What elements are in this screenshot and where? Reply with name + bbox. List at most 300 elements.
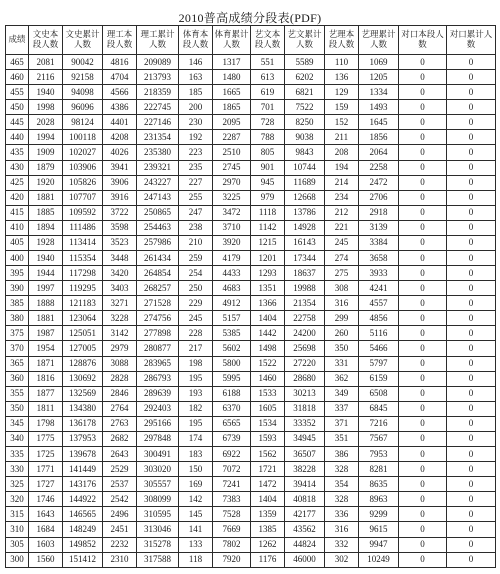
table-cell: 6508 — [359, 386, 399, 401]
table-cell: 3710 — [213, 220, 251, 235]
table-cell: 0 — [447, 311, 496, 326]
table-cell: 1727 — [29, 477, 63, 492]
table-cell: 274 — [325, 251, 359, 266]
score-cell: 355 — [6, 386, 29, 401]
score-cell: 325 — [6, 477, 29, 492]
table-cell: 148249 — [63, 522, 103, 537]
table-cell: 0 — [447, 431, 496, 446]
table-row — [6, 522, 496, 537]
table-cell: 5797 — [359, 356, 399, 371]
table-cell: 260 — [325, 326, 359, 341]
score-cell: 350 — [6, 401, 29, 416]
table-cell: 2472 — [359, 175, 399, 190]
table-cell: 0 — [447, 100, 496, 115]
table-cell: 3448 — [103, 251, 137, 266]
table-cell: 3920 — [213, 235, 251, 250]
table-cell: 2979 — [103, 341, 137, 356]
table-cell: 0 — [399, 477, 447, 492]
table-cell: 1593 — [251, 431, 285, 446]
table-cell: 1665 — [213, 85, 251, 100]
table-row — [6, 100, 496, 115]
table-cell: 9299 — [359, 507, 399, 522]
table-cell: 121183 — [63, 296, 103, 311]
table-cell: 105826 — [63, 175, 103, 190]
table-cell: 1994 — [29, 130, 63, 145]
table-cell: 250865 — [137, 205, 179, 220]
table-cell: 0 — [399, 281, 447, 296]
table-cell: 2828 — [103, 371, 137, 386]
table-cell: 6845 — [359, 401, 399, 416]
table-cell: 33352 — [285, 416, 325, 431]
table-cell: 4208 — [103, 130, 137, 145]
table-cell: 945 — [251, 175, 285, 190]
table-cell: 300491 — [137, 447, 179, 462]
table-cell: 208 — [325, 145, 359, 160]
table-cell: 136 — [325, 70, 359, 85]
table-cell: 38228 — [285, 462, 325, 477]
table-cell: 245 — [179, 311, 213, 326]
table-cell: 30213 — [285, 386, 325, 401]
table-cell: 1940 — [29, 85, 63, 100]
table-cell: 150 — [179, 462, 213, 477]
table-cell: 213793 — [137, 70, 179, 85]
table-cell: 4704 — [103, 70, 137, 85]
table-cell: 2116 — [29, 70, 63, 85]
table-row — [6, 251, 496, 266]
table-cell: 127005 — [63, 341, 103, 356]
table-cell: 118 — [179, 552, 213, 567]
table-cell: 5466 — [359, 341, 399, 356]
table-cell: 292403 — [137, 401, 179, 416]
table-cell: 3228 — [103, 311, 137, 326]
score-cell: 395 — [6, 266, 29, 281]
table-cell: 0 — [447, 70, 496, 85]
table-cell: 10249 — [359, 552, 399, 567]
table-cell: 354 — [325, 477, 359, 492]
table-cell: 1385 — [251, 522, 285, 537]
table-cell: 0 — [447, 492, 496, 507]
table-cell: 6188 — [213, 386, 251, 401]
table-cell: 7528 — [213, 507, 251, 522]
table-cell: 788 — [251, 130, 285, 145]
table-cell: 0 — [447, 356, 496, 371]
table-cell: 0 — [399, 130, 447, 145]
column-header: 对口累计人数 — [447, 26, 496, 55]
table-cell: 137953 — [63, 431, 103, 446]
score-cell: 300 — [6, 552, 29, 567]
score-cell: 330 — [6, 462, 29, 477]
table-cell: 1987 — [29, 326, 63, 341]
table-cell: 27220 — [285, 356, 325, 371]
table-cell: 102027 — [63, 145, 103, 160]
table-cell: 111486 — [63, 220, 103, 235]
table-cell: 145 — [179, 507, 213, 522]
table-cell: 3088 — [103, 356, 137, 371]
table-cell: 134380 — [63, 401, 103, 416]
table-cell: 5995 — [213, 371, 251, 386]
table-cell: 3722 — [103, 205, 137, 220]
table-cell: 0 — [447, 477, 496, 492]
table-cell: 100118 — [63, 130, 103, 145]
table-cell: 1262 — [251, 537, 285, 552]
table-cell: 2310 — [103, 552, 137, 567]
table-cell: 2081 — [29, 55, 63, 70]
table-cell: 2745 — [213, 160, 251, 175]
table-cell: 6565 — [213, 416, 251, 431]
table-cell: 146 — [179, 55, 213, 70]
header-row — [6, 26, 496, 55]
table-cell: 0 — [399, 160, 447, 175]
score-cell: 370 — [6, 341, 29, 356]
table-row — [6, 431, 496, 446]
table-cell: 728 — [251, 115, 285, 130]
table-cell: 901 — [251, 160, 285, 175]
table-cell: 7241 — [213, 477, 251, 492]
table-cell: 0 — [399, 55, 447, 70]
table-cell: 1881 — [29, 190, 63, 205]
table-cell: 1888 — [29, 296, 63, 311]
table-cell: 129 — [325, 85, 359, 100]
table-cell: 0 — [447, 55, 496, 70]
table-cell: 3403 — [103, 281, 137, 296]
score-cell: 340 — [6, 431, 29, 446]
table-cell: 0 — [447, 326, 496, 341]
table-cell: 979 — [251, 190, 285, 205]
table-cell: 551 — [251, 55, 285, 70]
table-cell: 1522 — [251, 356, 285, 371]
table-cell: 1771 — [29, 462, 63, 477]
table-row — [6, 537, 496, 552]
score-cell: 390 — [6, 281, 29, 296]
table-cell: 0 — [399, 326, 447, 341]
table-cell: 5602 — [213, 341, 251, 356]
table-cell: 351 — [325, 431, 359, 446]
table-cell: 5385 — [213, 326, 251, 341]
score-cell: 380 — [6, 311, 29, 326]
score-cell: 465 — [6, 55, 29, 70]
table-cell: 2287 — [213, 130, 251, 145]
table-cell: 9947 — [359, 537, 399, 552]
table-cell: 169 — [179, 477, 213, 492]
table-cell: 228 — [179, 326, 213, 341]
table-cell: 0 — [399, 266, 447, 281]
table-cell: 7802 — [213, 537, 251, 552]
table-cell: 805 — [251, 145, 285, 160]
table-cell: 0 — [399, 235, 447, 250]
table-cell: 0 — [447, 130, 496, 145]
table-cell: 4386 — [103, 100, 137, 115]
table-cell: 0 — [399, 462, 447, 477]
table-cell: 142 — [179, 492, 213, 507]
table-cell: 7072 — [213, 462, 251, 477]
table-cell: 0 — [447, 537, 496, 552]
table-cell: 128876 — [63, 356, 103, 371]
table-cell: 210 — [179, 235, 213, 250]
score-cell: 405 — [6, 235, 29, 250]
score-table — [5, 25, 496, 568]
page-title: 2010普高成绩分段表(PDF) — [178, 11, 322, 25]
table-cell: 1920 — [29, 175, 63, 190]
table-cell: 2258 — [359, 160, 399, 175]
table-cell: 227 — [179, 175, 213, 190]
table-cell: 7567 — [359, 431, 399, 446]
table-cell: 0 — [447, 447, 496, 462]
table-cell: 6821 — [285, 85, 325, 100]
table-cell: 19988 — [285, 281, 325, 296]
table-cell: 90042 — [63, 55, 103, 70]
table-cell: 4912 — [213, 296, 251, 311]
table-cell: 238 — [179, 220, 213, 235]
score-cell: 445 — [6, 115, 29, 130]
column-header: 理工本段人数 — [103, 26, 137, 55]
table-cell: 92158 — [63, 70, 103, 85]
table-cell: 2846 — [103, 386, 137, 401]
table-cell: 2232 — [103, 537, 137, 552]
table-row — [6, 371, 496, 386]
table-cell: 146565 — [63, 507, 103, 522]
table-cell: 198 — [179, 356, 213, 371]
table-cell: 2529 — [103, 462, 137, 477]
table-cell: 117298 — [63, 266, 103, 281]
table-cell: 349 — [325, 386, 359, 401]
table-cell: 125051 — [63, 326, 103, 341]
table-cell: 1534 — [251, 416, 285, 431]
table-cell: 1643 — [29, 507, 63, 522]
table-cell: 1816 — [29, 371, 63, 386]
table-cell: 0 — [447, 220, 496, 235]
table-cell: 4816 — [103, 55, 137, 70]
column-header: 体育累计人数 — [213, 26, 251, 55]
table-cell: 123064 — [63, 311, 103, 326]
table-cell: 1201 — [251, 251, 285, 266]
table-cell: 283965 — [137, 356, 179, 371]
table-cell: 7522 — [285, 100, 325, 115]
table-cell: 182 — [179, 401, 213, 416]
table-cell: 297848 — [137, 431, 179, 446]
table-cell: 4241 — [359, 281, 399, 296]
table-cell: 163 — [179, 70, 213, 85]
table-cell: 1480 — [213, 70, 251, 85]
table-cell: 308 — [325, 281, 359, 296]
table-cell: 1498 — [251, 341, 285, 356]
table-cell: 0 — [399, 492, 447, 507]
table-cell: 1215 — [251, 235, 285, 250]
score-cell: 315 — [6, 507, 29, 522]
table-cell: 9038 — [285, 130, 325, 145]
table-row — [6, 281, 496, 296]
table-cell: 6739 — [213, 431, 251, 446]
table-cell: 109592 — [63, 205, 103, 220]
table-cell: 350 — [325, 341, 359, 356]
table-cell: 1856 — [359, 130, 399, 145]
table-cell: 0 — [447, 205, 496, 220]
table-cell: 1645 — [359, 115, 399, 130]
table-cell: 274756 — [137, 311, 179, 326]
table-cell: 1293 — [251, 266, 285, 281]
table-cell: 36507 — [285, 447, 325, 462]
table-row — [6, 190, 496, 205]
table-cell: 96096 — [63, 100, 103, 115]
table-cell: 151412 — [63, 552, 103, 567]
table-cell: 0 — [447, 522, 496, 537]
column-header: 艺理累计人数 — [359, 26, 399, 55]
table-cell: 130692 — [63, 371, 103, 386]
table-cell: 3523 — [103, 235, 137, 250]
table-cell: 3142 — [103, 326, 137, 341]
table-row — [6, 356, 496, 371]
table-cell: 4566 — [103, 85, 137, 100]
table-cell: 336 — [325, 507, 359, 522]
table-cell: 139678 — [63, 447, 103, 462]
table-cell: 1928 — [29, 235, 63, 250]
table-cell: 0 — [447, 251, 496, 266]
table-cell: 0 — [399, 251, 447, 266]
table-cell: 4179 — [213, 251, 251, 266]
table-cell: 1442 — [251, 326, 285, 341]
table-cell: 1997 — [29, 281, 63, 296]
table-cell: 22758 — [285, 311, 325, 326]
table-cell: 0 — [447, 190, 496, 205]
table-cell: 136178 — [63, 416, 103, 431]
table-cell: 316 — [325, 522, 359, 537]
score-cell: 410 — [6, 220, 29, 235]
table-cell: 6159 — [359, 371, 399, 386]
table-cell: 239321 — [137, 160, 179, 175]
table-cell: 619 — [251, 85, 285, 100]
table-cell: 223 — [179, 145, 213, 160]
table-cell: 144922 — [63, 492, 103, 507]
table-cell: 1404 — [251, 492, 285, 507]
table-cell: 212 — [325, 205, 359, 220]
table-cell: 2918 — [359, 205, 399, 220]
table-cell: 195 — [179, 416, 213, 431]
score-cell: 310 — [6, 522, 29, 537]
table-cell: 235380 — [137, 145, 179, 160]
table-cell: 185 — [179, 85, 213, 100]
table-cell: 234 — [325, 190, 359, 205]
table-cell: 0 — [399, 311, 447, 326]
table-cell: 31818 — [285, 401, 325, 416]
table-cell: 133 — [179, 537, 213, 552]
table-cell: 1746 — [29, 492, 63, 507]
table-cell: 94098 — [63, 85, 103, 100]
table-row — [6, 235, 496, 250]
table-cell: 5157 — [213, 311, 251, 326]
table-cell: 247143 — [137, 190, 179, 205]
column-header: 文史本段人数 — [29, 26, 63, 55]
table-cell: 1317 — [213, 55, 251, 70]
table-cell: 24200 — [285, 326, 325, 341]
table-cell: 289639 — [137, 386, 179, 401]
table-cell: 701 — [251, 100, 285, 115]
table-cell: 235 — [179, 160, 213, 175]
table-cell: 0 — [399, 431, 447, 446]
table-cell: 328 — [325, 492, 359, 507]
column-header: 对口本段人数 — [399, 26, 447, 55]
table-row — [6, 401, 496, 416]
table-cell: 143176 — [63, 477, 103, 492]
table-row — [6, 220, 496, 235]
table-cell: 2028 — [29, 115, 63, 130]
table-cell: 299 — [325, 311, 359, 326]
table-cell: 132569 — [63, 386, 103, 401]
table-cell: 0 — [399, 145, 447, 160]
table-cell: 159 — [325, 100, 359, 115]
table-cell: 1176 — [251, 552, 285, 567]
table-cell: 0 — [399, 552, 447, 567]
table-cell: 0 — [447, 371, 496, 386]
table-cell: 337 — [325, 401, 359, 416]
table-cell: 5800 — [213, 356, 251, 371]
table-cell: 1605 — [251, 401, 285, 416]
table-cell: 0 — [447, 507, 496, 522]
table-row — [6, 130, 496, 145]
table-cell: 7216 — [359, 416, 399, 431]
table-cell: 0 — [399, 447, 447, 462]
score-cell: 440 — [6, 130, 29, 145]
table-cell: 0 — [399, 386, 447, 401]
score-cell: 420 — [6, 190, 29, 205]
table-cell: 10744 — [285, 160, 325, 175]
table-cell: 315278 — [137, 537, 179, 552]
table-cell: 0 — [399, 371, 447, 386]
score-cell: 385 — [6, 296, 29, 311]
table-cell: 4557 — [359, 296, 399, 311]
table-cell: 16143 — [285, 235, 325, 250]
table-cell: 0 — [399, 115, 447, 130]
table-cell: 0 — [447, 235, 496, 250]
table-cell: 18637 — [285, 266, 325, 281]
table-cell: 0 — [399, 522, 447, 537]
table-cell: 243227 — [137, 175, 179, 190]
table-row — [6, 160, 496, 175]
table-cell: 247 — [179, 205, 213, 220]
table-cell: 28680 — [285, 371, 325, 386]
table-row — [6, 266, 496, 281]
table-cell: 0 — [447, 281, 496, 296]
table-cell: 0 — [399, 416, 447, 431]
table-cell: 229 — [179, 296, 213, 311]
score-cell: 335 — [6, 447, 29, 462]
table-cell: 2542 — [103, 492, 137, 507]
column-header: 理工累计人数 — [137, 26, 179, 55]
table-cell: 0 — [399, 296, 447, 311]
table-cell: 1560 — [29, 552, 63, 567]
table-cell: 7383 — [213, 492, 251, 507]
table-cell: 0 — [447, 296, 496, 311]
column-header: 艺文本段人数 — [251, 26, 285, 55]
table-cell: 1954 — [29, 341, 63, 356]
table-cell: 4401 — [103, 115, 137, 130]
table-cell: 221 — [325, 220, 359, 235]
table-cell: 0 — [399, 507, 447, 522]
table-cell: 2764 — [103, 401, 137, 416]
table-cell: 1944 — [29, 266, 63, 281]
table-cell: 0 — [447, 145, 496, 160]
table-cell: 1885 — [29, 205, 63, 220]
table-cell: 2706 — [359, 190, 399, 205]
table-cell: 1998 — [29, 100, 63, 115]
table-cell: 3598 — [103, 220, 137, 235]
table-cell: 4856 — [359, 311, 399, 326]
table-cell: 12668 — [285, 190, 325, 205]
column-header: 艺文累计人数 — [285, 26, 325, 55]
table-cell: 222745 — [137, 100, 179, 115]
table-cell: 386 — [325, 447, 359, 462]
table-cell: 113414 — [63, 235, 103, 250]
table-cell: 40818 — [285, 492, 325, 507]
table-cell: 362 — [325, 371, 359, 386]
